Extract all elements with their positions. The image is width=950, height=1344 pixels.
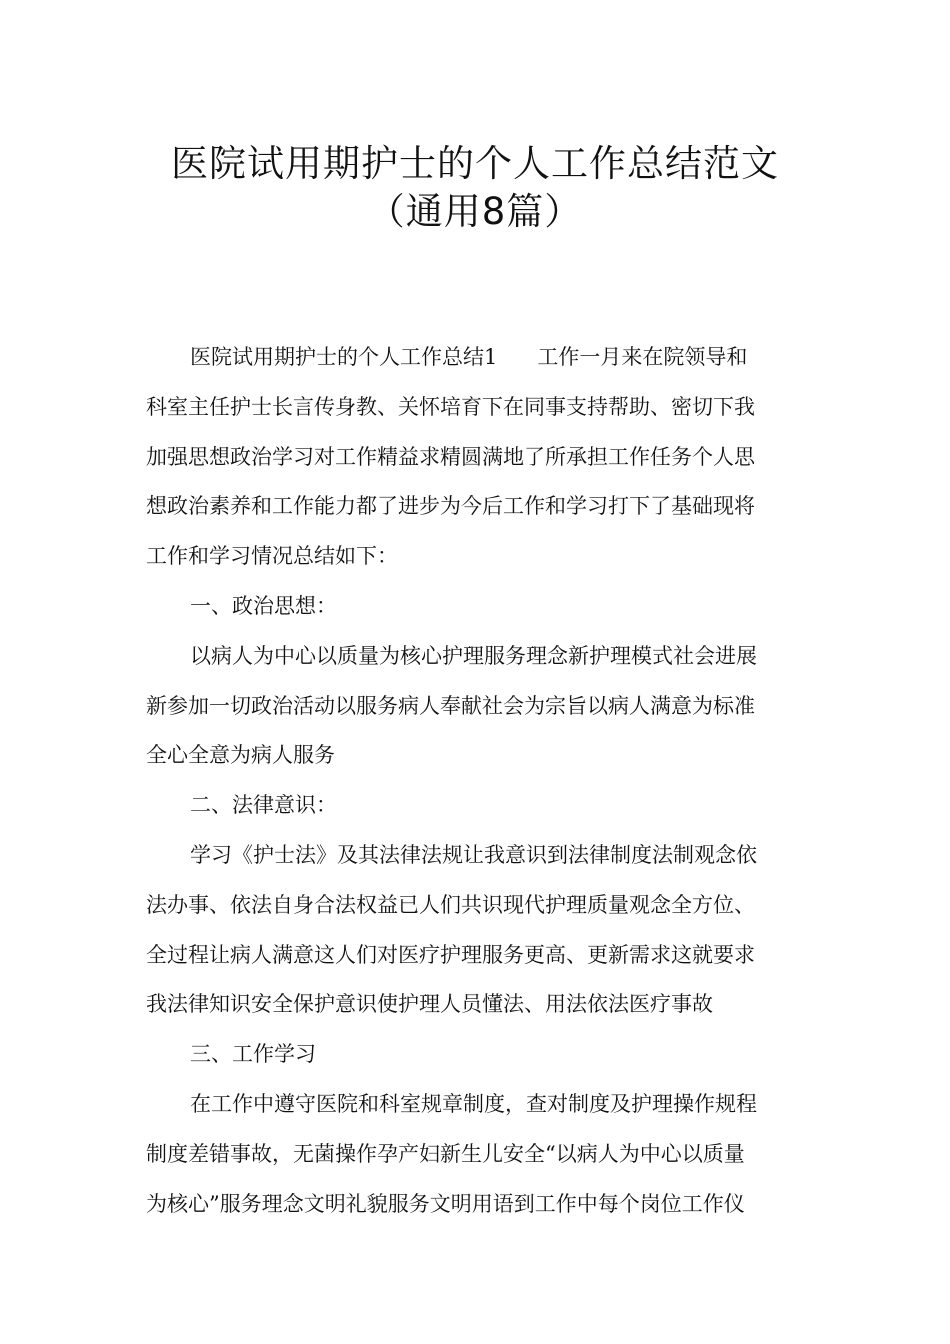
document-title: 医院试用期护士的个人工作总结范文 — [171, 142, 779, 185]
paragraph-line: 新参加一切政治活动以服务病人奉献社会为宗旨以病人满意为标准 — [146, 693, 755, 718]
paragraph-text: 工作一月来在院领导和 — [537, 345, 748, 369]
paragraph-line: 科室主任护士长言传身教、关怀培育下在同事支持帮助、密切下我 — [146, 394, 755, 419]
paragraph-line: 在工作中遵守医院和科室规章制度，查对制度及护理操作规程 — [190, 1091, 757, 1116]
paragraph-line: 法办事、依法自身合法权益已人们共识现代护理质量观念全方位、 — [146, 892, 755, 917]
paragraph-line: 全心全意为病人服务 — [146, 743, 335, 768]
paragraph-line — [146, 333, 806, 383]
section-heading: 二、法律意识： — [190, 793, 337, 818]
paragraph-line: 我法律知识安全保护意识使护理人员懂法、用法依法医疗事故 — [146, 992, 713, 1017]
document-body — [146, 333, 806, 1229]
paragraph-line: 以病人为中心以质量为核心护理服务理念新护理模式社会进展 — [190, 643, 757, 668]
paragraph-line: 加强思想政治学习对工作精益求精圆满地了所承担工作任务个人思 — [146, 444, 755, 469]
paragraph-line: 想政治素养和工作能力都了进步为今后工作和学习打下了基础现将 — [146, 494, 755, 519]
paragraph-line: 全过程让病人满意这人们对医疗护理服务更高、更新需求这就要求 — [146, 942, 755, 967]
section-heading: 三、工作学习 — [190, 1042, 316, 1067]
section-heading: 一、政治思想： — [190, 593, 337, 618]
paragraph-line: 工作和学习情况总结如下： — [146, 544, 398, 569]
paragraph-line: 制度差错事故，无菌操作孕产妇新生儿安全“以病人为中心以质量 — [146, 1141, 745, 1166]
summary-heading: 医院试用期护士的个人工作总结1 — [190, 345, 498, 369]
paragraph-line: 学习《护士法》及其法律法规让我意识到法律制度法制观念依 — [190, 842, 757, 867]
document-subtitle: （通用8篇） — [367, 190, 583, 233]
paragraph-line: 为核心”服务理念文明礼貌服务文明用语到工作中每个岗位工作仪 — [146, 1191, 745, 1216]
